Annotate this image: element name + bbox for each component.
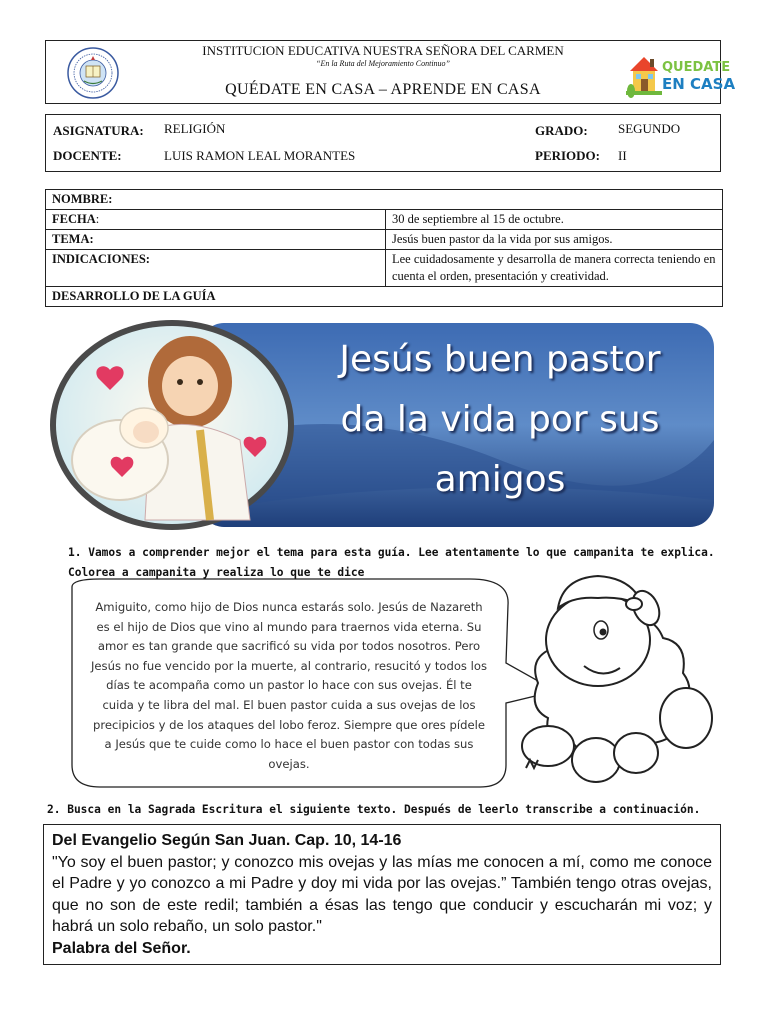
docente-value: LUIS RAMON LEAL MORANTES [164,148,356,163]
grado-label: GRADO: [535,123,588,138]
gospel-title: Del Evangelio Según San Juan. Cap. 10, 14-16 [52,832,402,849]
grado-value: SEGUNDO [618,121,681,136]
indicaciones-label: INDICACIONES: [46,250,386,287]
gospel-closing: Palabra del Señor. [52,939,191,957]
periodo-label: PERIODO: [535,148,600,163]
gospel-text: "Yo soy el buen pastor; y conozco mis ovejas y las mías me conocen a mí, como me conoce el Padre y yo conozco a mi Padre y doy mi vida por las ovejas.” También tengo otras ovejas, que no son de este redil; también a ésas las tengo que conducir y escucharán mi voz; y habrá un solo rebaño, un solo pastor." [52,853,712,935]
row-desarrollo [46,287,723,307]
indicaciones-value: Lee cuidadosamente y desarrolla de manera correcta teniendo en cuenta el orden, presentación y creatividad. [386,250,723,287]
instruction-1: 1. Vamos a comprender mejor el tema para esta guía. Lee atentamente lo que campanita te explica. Colorea a campanita y realiza lo que te dice [68,546,715,579]
row-indicaciones [46,250,723,287]
fecha-value: 30 de septiembre al 15 de octubre. [386,210,723,230]
institution-name: INSTITUCION EDUCATIVA NUESTRA SEÑORA DEL CARMEN [202,43,564,58]
asignatura-label: ASIGNATURA: [53,123,144,138]
banner-line-3: amigos [434,459,566,500]
bubble-text: Amiguito, como hijo de Dios nunca estarás solo. Jesús de Nazareth es el hijo de Dios que vino al mundo para traernos vida eterna. Su amor es tan grande que sacrificó su vida por todos nosotros. Pero Jesús no fue vencido por la muerte, al contrario, resucitó y todos los días te acompaña como un pastor lo hace con sus ovejas. Él te cuida y te libra del mal. El buen pastor cuida a sus ovejas de los precipicios y de los ataques del lobo feroz. Siempre que ores pídele a Jesús que te cuide como lo hace el buen pastor con todas sus ovejas. [91,600,487,771]
fecha-cell [46,210,386,230]
gospel-box [43,824,721,965]
fecha-label: FECHA [52,212,96,226]
nombre-label: NOMBRE: [46,190,723,210]
row-nombre [46,190,723,210]
docente-label: DOCENTE: [53,148,122,163]
tema-label: TEMA: [46,230,386,250]
row-fecha [46,210,723,230]
fecha-colon: : [95,212,100,226]
header-box [45,40,736,104]
instruction-2: 2. Busca en la Sagrada Escritura el siguiente texto. Después de leerlo transcribe a continuación. [47,803,701,816]
sheep-coloring-image [508,568,730,790]
quedate-en-casa-logo [626,47,736,99]
asignatura-value: RELIGIÓN [164,121,226,136]
banner-line-2: da la vida por sus [340,399,660,440]
banner-line-1: Jesús buen pastor [339,339,661,380]
campaign-title: QUÉDATE EN CASA – APRENDE EN CASA [225,81,541,98]
periodo-value: II [618,148,627,163]
logo-text-line2: EN CASA [662,75,736,93]
banner-title [290,330,710,510]
tema-value: Jesús buen pastor da la vida por sus amigos. [386,230,723,250]
info-table [45,189,723,307]
desarrollo-label: DESARROLLO DE LA GUÍA [46,287,723,307]
row-tema [46,230,723,250]
subject-box [45,114,721,172]
institution-motto: “En la Ruta del Mejoramiento Continuo” [316,59,450,68]
logo-text-line1: QUEDATE [662,60,731,75]
school-seal-icon [66,46,120,100]
